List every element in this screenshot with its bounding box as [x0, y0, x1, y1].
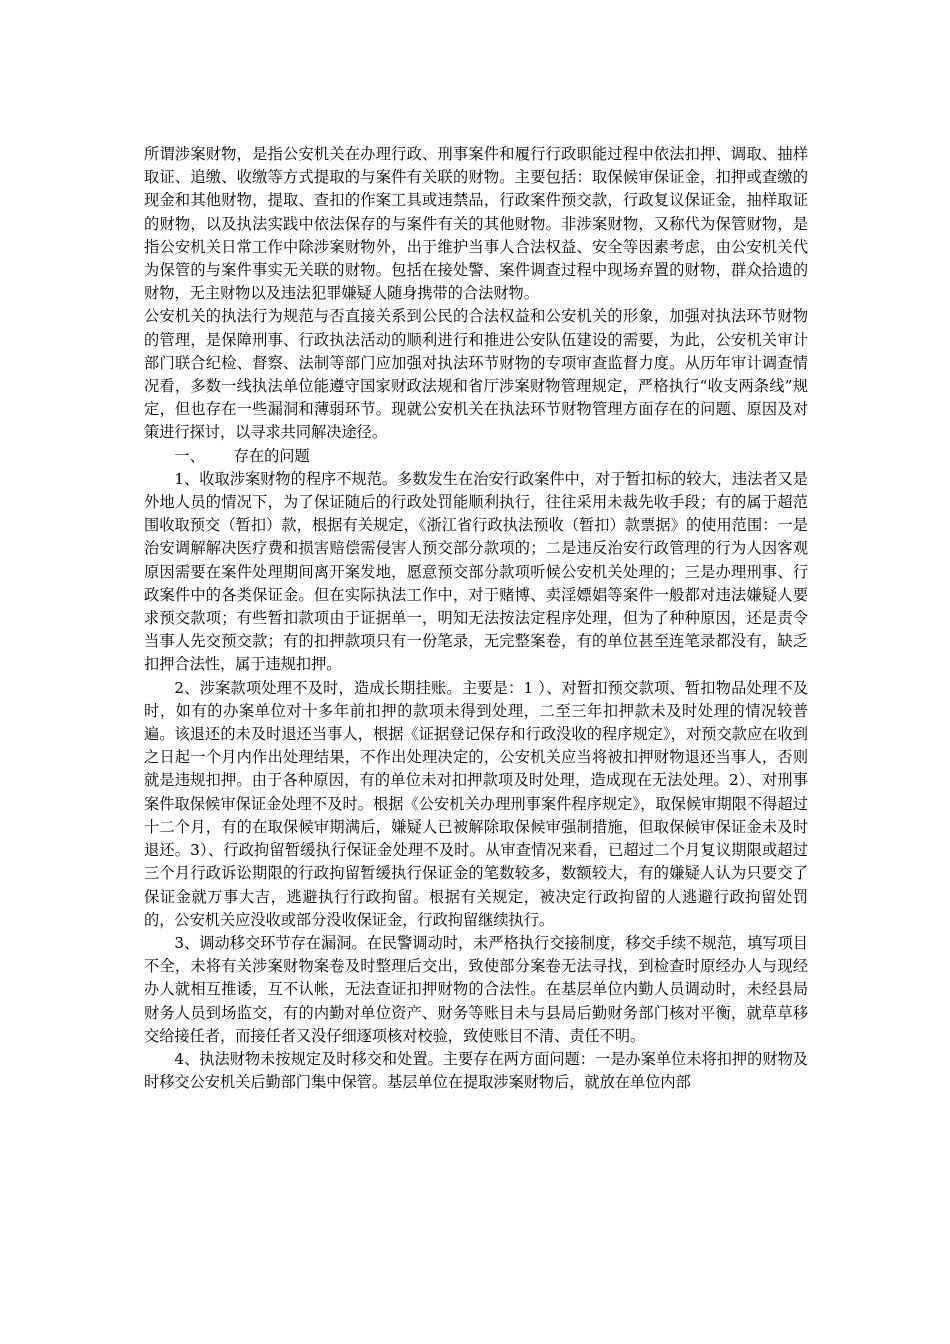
section-heading-problems: 一、 存在的问题: [174, 446, 310, 465]
paragraph-item-3: 3、调动移交环节存在漏洞。在民警调动时，未严格执行交接制度，移交手续不规范，填写项目不全，未将有关涉案财物案卷及时整理后交出，致使部分案卷无法寻找，到检查时原经办人与现经办人就相互推诿，互不认帐，无法查证扣押财物的合法性。在基层单位内勤人员调动时，未经县局财务人员到场监交，有的内勤对单位资产、财务等账目未与县局后勤财务部门核对平衡，就草草移交给接任者，而接任者又没仔细逐项核对校验，致使账目不清、责任不明。: [144, 933, 808, 1045]
paragraph-item-1: 1、收取涉案财物的程序不规范。多数发生在治安行政案件中，对于暂扣标的较大，违法者又是外地人员的情况下，为了保证随后的行政处罚能顺利执行，往往采用未裁先收手段；有的属于超范围收取预交（暂扣）款，根据有关规定，《浙江省行政执法预收（暂扣）款票据》的使用范围：一是治安调解解决医疗费和损害赔偿需侵害人预交部分款项的；二是违反治安行政管理的行为人因客观原因需要在案件处理期间离开案发地，愿意预交部分款项听候公安机关处理的；三是办理刑事、行政案件中的各类保证金。但在实际执法工作中，对于赌博、卖淫嫖娼等案件一般都对违法嫌疑人要求预交款项；有些暂扣款项由于证据单一，明知无法按法定程序处理，但为了种种原因，还是责令当事人先交预交款；有的扣押款项只有一份笔录，无完整案卷，有的单位甚至连笔录都没有，缺乏扣押合法性，属于违规扣押。: [144, 469, 808, 674]
document-page: [144, 143, 808, 1094]
paragraph-introduction: 公安机关的执法行为规范与否直接关系到公民的合法权益和公安机关的形象，加强对执法环节财物的管理，是保障刑事、行政执法活动的顺利进行和推进公安队伍建设的需要，为此，公安机关审计部门联合纪检、督察、法制等部门应加强对执法环节财物的专项审查监督力度。从历年审计调查情况看，多数一线执法单位能遵守国家财政法规和省厅涉案财物管理规定，严格执行“收支两条线”规定，但也存在一些漏洞和薄弱环节。现就公安机关在执法环节财物管理方面存在的问题、原因及对策进行探讨，以寻求共同解决途径。: [144, 307, 808, 442]
paragraph-definition: 所谓涉案财物，是指公安机关在办理行政、刑事案件和履行行政职能过程中依法扣押、调取、抽样取证、追缴、收缴等方式提取的与案件有关联的财物。主要包括：取保候审保证金，扣押或查缴的现金和其他财物，提取、查扣的作案工具或违禁品，行政案件预交款，行政复议保证金，抽样取证的财物，以及执法实践中依法保存的与案件有关的其他财物。非涉案财物，又称代为保管财物，是指公安机关日常工作中除涉案财物外，出于维护当事人合法权益、安全等因素考虑，由公安机关代为保管的与案件事实无关联的财物。包括在接处警、案件调查过程中现场弃置的财物，群众拾遗的财物，无主财物以及违法犯罪嫌疑人随身携带的合法财物。: [144, 145, 808, 303]
paragraph-item-4: 4、执法财物未按规定及时移交和处置。主要存在两方面问题：一是办案单位未将扣押的财物及时移交公安机关后勤部门集中保管。基层单位在提取涉案财物后，就放在单位内部: [144, 1049, 808, 1092]
paragraph-item-2: 2、涉案款项处理不及时，造成长期挂账。主要是：1 ）、对暂扣预交款项、暂扣物品处理不及时，如有的办案单位对十多年前扣押的款项未得到处理，二至三年扣押款未及时处理的情况较普遍。该退还的未及时退还当事人，根据《证据登记保存和行政没收的程序规定》，对预交款应在收到之日起一个月内作出处理结果，不作出处理决定的，公安机关应当将被扣押财物退还当事人，否则就是违规扣押。由于各种原因，有的单位未对扣押款项及时处理，造成现在无法处理。2）、对刑事案件取保候审保证金处理不及时。根据《公安机关办理刑事案件程序规定》，取保候审期限不得超过十二个月，有的在取保候审期满后，嫌疑人已被解除取保候审强制措施，但取保候审保证金未及时退还。3）、行政拘留暂缓执行保证金处理不及时。从审查情况来看，已超过二个月复议期限或超过三个月行政诉讼期限的行政拘留暂缓执行保证金的笔数较多，数额较大，有的嫌疑人认为只要交了保证金就万事大吉，逃避执行行政拘留。根据有关规定，被决定行政拘留的人逃避行政拘留处罚的，公安机关应没收或部分没收保证金，行政拘留继续执行。: [144, 678, 808, 929]
